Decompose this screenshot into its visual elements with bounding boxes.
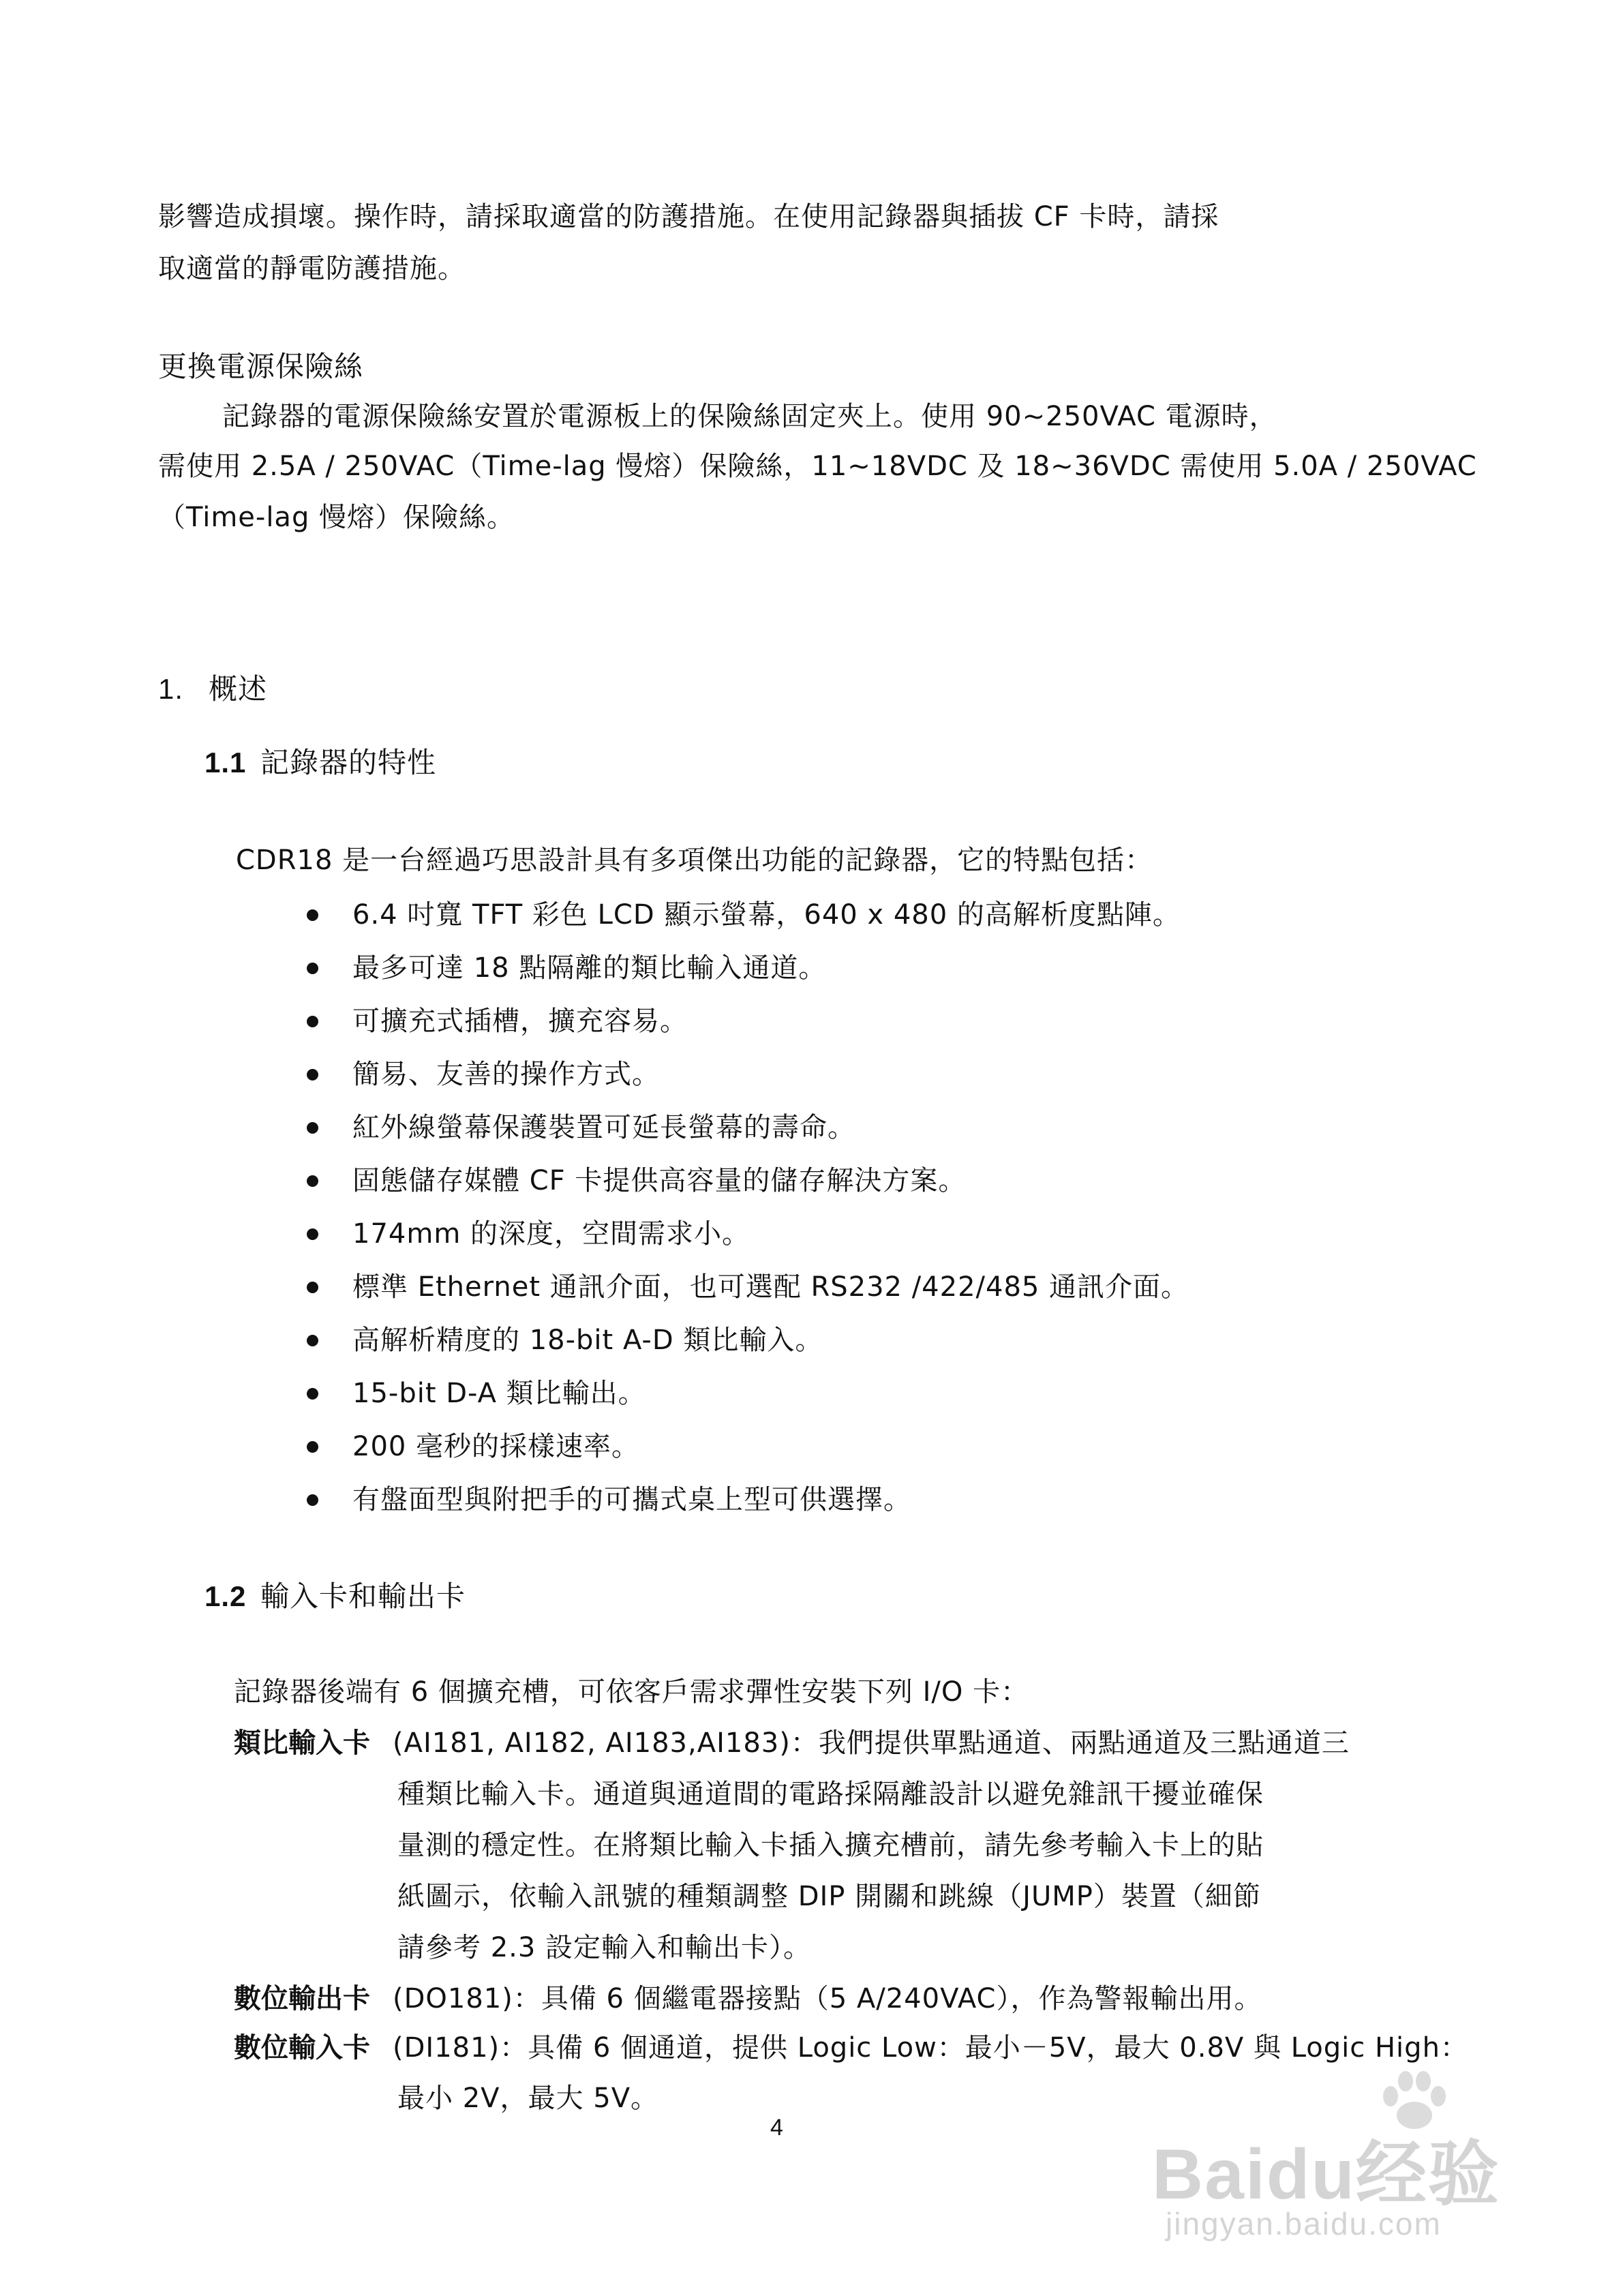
feature-text: 高解析精度的 18-bit A-D 類比輸入。 [352,1325,823,1356]
feature-text: 紅外線螢幕保護裝置可延長螢幕的壽命。 [352,1112,855,1143]
feature-text: 標準 Ethernet 通訊介面，也可選配 RS232 /422/485 通訊介面。 [352,1271,1189,1303]
digital-output-card-name: 數位輸出卡 [234,1982,370,2014]
bullet-icon [307,1122,318,1134]
section-1-1-intro: CDR18 是一台經過巧思設計具有多項傑出功能的記錄器，它的特點包括： [236,845,1153,876]
feature-text: 15-bit D-A 類比輸出。 [352,1378,646,1409]
bullet-icon [307,909,318,921]
feature-text: 有盤面型與附把手的可攜式桌上型可供選擇。 [352,1484,911,1515]
bullet-icon [307,1282,318,1293]
analog-input-line-2: 種類比輸入卡。通道與通道間的電路採隔離設計以避免雜訊干擾並確保 [397,1779,1264,1810]
bullet-icon [307,963,318,974]
bullet-icon [307,1494,318,1506]
bullet-icon [307,1016,318,1027]
section-1-2-title: 輸入卡和輸出卡 [260,1580,466,1613]
section-1-1-title: 記錄器的特性 [260,746,437,779]
feature-text: 174mm 的深度，空間需求小。 [352,1218,750,1250]
digital-input-line-1: (DI181)：具備 6 個通道，提供 Logic Low：最小－5V，最大 0.8V 與 Logic High： [393,2032,1468,2064]
fuse-line-1: 記錄器的電源保險絲安置於電源板上的保險絲固定夾上。使用 90~250VAC 電源時， [222,401,1277,432]
chapter-number: 1. [158,673,184,705]
bullet-icon [307,1175,318,1187]
fuse-line-3: （Time-lag 慢熔）保險絲。 [158,502,515,533]
section-1-2-number: 1.2 [204,1580,247,1612]
feature-text: 6.4 吋寬 TFT 彩色 LCD 顯示螢幕，640 x 480 的高解析度點陣。 [352,899,1181,931]
feature-text: 最多可達 18 點隔離的類比輸入通道。 [352,952,827,984]
watermark-logo: Baidu经验 [1152,2135,1500,2214]
digital-output-line-1: (DO181)：具備 6 個繼電器接點（5 A/240VAC），作為警報輸出用。 [393,1983,1262,2014]
intro-line-1: 影響造成損壞。操作時，請採取適當的防護措施。在使用記錄器與插拔 CF 卡時，請採 [158,201,1219,232]
feature-text: 固態儲存媒體 CF 卡提供高容量的儲存解決方案。 [352,1165,967,1196]
analog-input-line-1: (AI181, AI182, AI183,AI183)：我們提供單點通道、兩點通道及三點通道三 [393,1727,1350,1759]
section-1-1-number: 1.1 [204,746,247,779]
watermark-url: jingyan.baidu.com [1166,2206,1442,2241]
page-number: 4 [770,2115,783,2141]
fuse-line-2: 需使用 2.5A / 250VAC（Time-lag 慢熔）保險絲，11~18VDC 及 18~36VDC 需使用 5.0A / 250VAC [158,451,1477,482]
analog-input-line-5: 請參考 2.3 設定輸入和輸出卡）。 [397,1932,812,1963]
section-1-2-intro: 記錄器後端有 6 個擴充槽，可依客戶需求彈性安裝下列 I/O 卡： [234,1676,1029,1708]
bullet-icon [307,1335,318,1346]
digital-input-line-2: 最小 2V，最大 5V。 [397,2083,659,2114]
bullet-icon [307,1388,318,1400]
analog-input-line-3: 量測的穩定性。在將類比輸入卡插入擴充槽前，請先參考輸入卡上的貼 [397,1830,1264,1861]
feature-text: 可擴充式插槽，擴充容易。 [352,1006,688,1037]
chapter-title: 概述 [209,672,268,706]
bullet-icon [307,1069,318,1081]
intro-line-2: 取適當的靜電防護措施。 [158,253,466,284]
feature-text: 200 毫秒的採樣速率。 [352,1431,640,1462]
bullet-icon [307,1441,318,1453]
digital-input-card-name: 數位輸入卡 [234,2031,370,2064]
feature-text: 簡易、友善的操作方式。 [352,1059,660,1090]
analog-input-line-4: 紙圖示，依輸入訊號的種類調整 DIP 開關和跳線（JUMP）裝置（細節 [397,1881,1261,1912]
fuse-heading: 更換電源保險絲 [158,350,364,383]
analog-input-card-name: 類比輸入卡 [234,1727,370,1759]
baidu-watermark [1152,2069,1534,2239]
bullet-icon [307,1228,318,1240]
